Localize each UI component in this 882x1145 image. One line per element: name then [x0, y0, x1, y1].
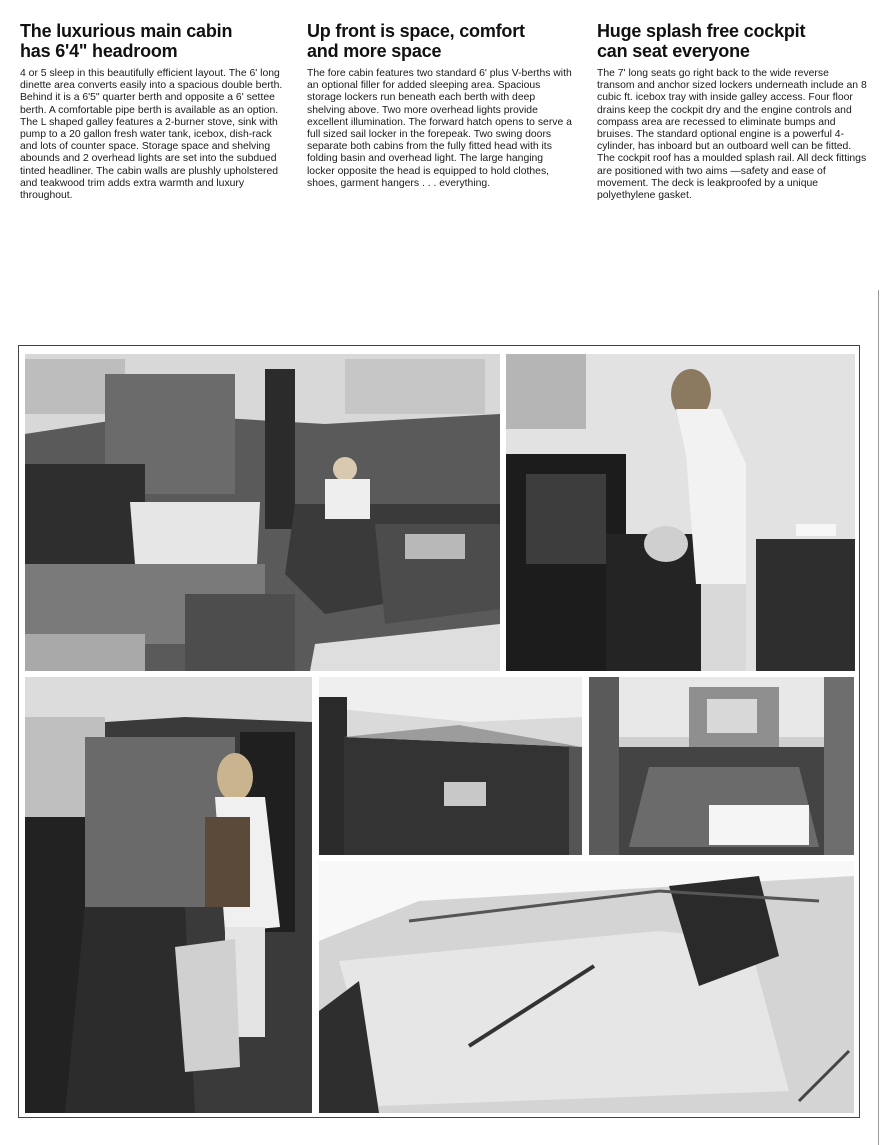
- photo-collage: [18, 345, 860, 1118]
- heading-line1: The luxurious main cabin: [20, 20, 233, 41]
- photo-main-cabin: [25, 354, 500, 671]
- heading-main-cabin: [20, 21, 288, 61]
- heading-line1: Huge splash free cockpit: [597, 20, 806, 41]
- photo-forepeak: [589, 677, 854, 855]
- heading-cockpit: [597, 21, 867, 61]
- photo-cockpit-deck: [319, 861, 854, 1113]
- column-fore-cabin: [307, 22, 572, 190]
- heading-line2: and more space: [307, 39, 442, 61]
- heading-line2: has 6'4" headroom: [20, 39, 178, 61]
- body-fore-cabin: The fore cabin features two standard 6' plus V-berths with an optional filler for added sleeping area. Spacious storage lockers run beneath each berth with deep shelving above. Two more overhead lights provide excellent illumination. The forward hatch opens to serve a full sized sail locker in the forepeak. Two swing doors separate both cabins from the fully fitted head with its folding basin and overhead light. The large hanging locker opposite the head is equipped to hold clothes, shoes, garment hangers . . . everything.: [307, 68, 572, 189]
- column-main-cabin: [20, 22, 288, 202]
- heading-fore-cabin: [307, 21, 572, 61]
- body-cockpit: The 7' long seats go right back to the wide reverse transom and anchor sized lockers underneath include an 8 cubic ft. icebox tray with inside galley access. Four floor drains keep the cockpit dry and the engine controls and compass area are recessed to eliminate bumps and bruises. The standard optional engine is a powerful 4-cylinder, has inboard but an outboard well can be fitted. The cockpit roof has a moulded splash rail. All deck fittings are positioned with two aims —safety and ease of movement. The deck is leakproofed by a unique polyethylene gasket.: [597, 68, 867, 202]
- photo-dinette-conversion: [25, 677, 312, 1113]
- body-main-cabin: 4 or 5 sleep in this beautifully efficient layout. The 6' long dinette area converts easily into a spacious double berth. Behind it is a 6'5" quarter berth and opposite a 6' settee berth. A comfortable pipe berth is available as an option. The L shaped galley features a 2-burner stove, sink with pump to a 20 gallon fresh water tank, icebox, dish-rack and lots of counter space. Storage space and shelving abounds and 2 overhead lights are set into the subdued tinted headliner. The cabin walls are plushly upholstered and teakwood trim adds extra warmth and luxury throughout.: [20, 68, 283, 202]
- photo-galley: [506, 354, 855, 671]
- heading-line1: Up front is space, comfort: [307, 20, 525, 41]
- page-edge-rule: [878, 290, 879, 1145]
- column-cockpit: [597, 22, 867, 202]
- photo-fore-cabin-berth: [319, 677, 582, 855]
- heading-line2: can seat everyone: [597, 39, 750, 61]
